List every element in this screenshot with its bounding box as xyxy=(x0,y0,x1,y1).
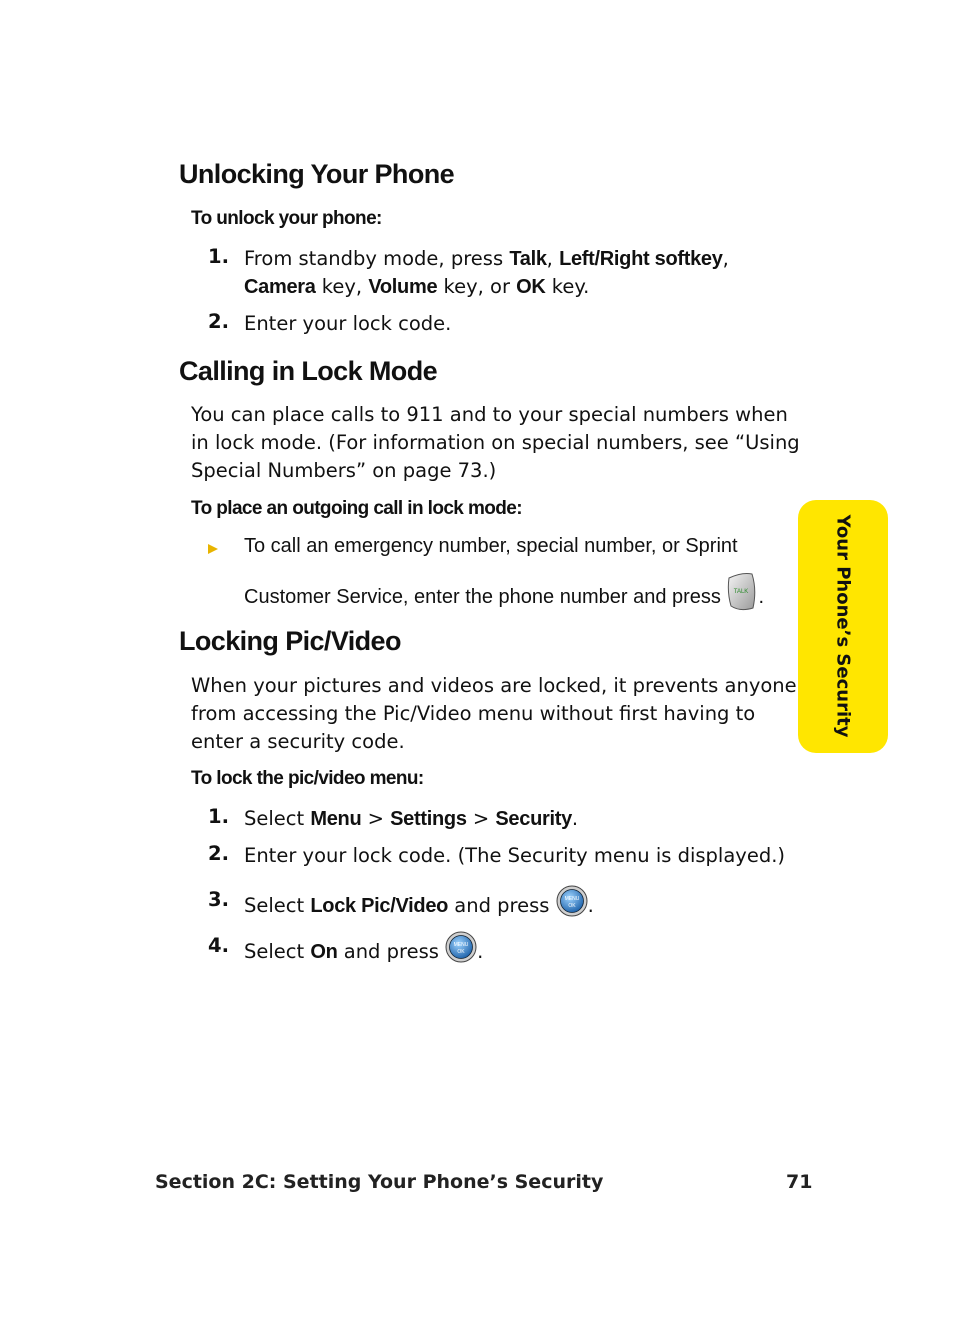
calling-paragraph: You can place calls to 911 and to your special numbers when in lock mode. (For information on special numbers, see “Using Special Numbers” on page 73.) xyxy=(191,403,800,482)
svg-text:MENU: MENU xyxy=(564,896,580,902)
locking-step3-text: Select Lock Pic/Video and press MENU OK . xyxy=(244,885,594,928)
unlock-step1-text: From standby mode, press Talk, Left/Right softkey, Camera key, Volume key, or OK key. xyxy=(244,247,729,298)
unlock-step2-text: Enter your lock code. xyxy=(244,312,452,335)
locking-subheading: To lock the pic/video menu: xyxy=(191,768,424,789)
unlock-step2-number: 2. xyxy=(208,310,229,333)
locking-step2-number: 2. xyxy=(208,842,229,865)
menu-ok-key-icon xyxy=(445,931,477,974)
menu-ok-key-icon xyxy=(556,885,588,928)
unlock-heading: Unlocking Your Phone xyxy=(179,159,455,189)
locking-heading: Locking Pic/Video xyxy=(179,626,401,656)
locking-step2-text: Enter your lock code. (The Security menu is displayed.) xyxy=(244,844,786,867)
locking-paragraph: When your pictures and videos are locked, it prevents anyone from accessing the Pic/Video menu without first having to enter a security code. xyxy=(191,674,797,753)
locking-step1-number: 1. xyxy=(208,805,229,828)
page-number: 71 xyxy=(786,1171,813,1193)
section-side-tab xyxy=(798,500,888,753)
calling-bullet-line1: To call an emergency number, special number, or Sprint xyxy=(244,535,738,557)
side-tab-label: Your Phone’s Security xyxy=(832,514,854,738)
calling-subheading: To place an outgoing call in lock mode: xyxy=(191,498,522,519)
svg-text:TALK: TALK xyxy=(734,589,749,595)
unlock-subheading: To unlock your phone: xyxy=(191,208,382,229)
calling-heading: Calling in Lock Mode xyxy=(179,356,438,386)
talk-key-icon xyxy=(726,572,758,623)
locking-step4-text: Select On and press MENU OK . xyxy=(244,931,483,974)
locking-step3-number: 3. xyxy=(208,888,229,911)
locking-step4-number: 4. xyxy=(208,934,229,957)
bullet-arrow-icon xyxy=(206,541,220,562)
svg-text:MENU: MENU xyxy=(453,942,469,948)
unlock-step1-number: 1. xyxy=(208,245,229,268)
calling-bullet-line2: Customer Service, enter the phone number and press TALK . xyxy=(244,572,764,623)
locking-step1-text: Select Menu > Settings > Security. xyxy=(244,807,579,830)
svg-text:OK: OK xyxy=(568,903,576,909)
svg-text:OK: OK xyxy=(457,949,465,955)
footer-section-title: Section 2C: Setting Your Phone’s Security xyxy=(155,1171,604,1193)
